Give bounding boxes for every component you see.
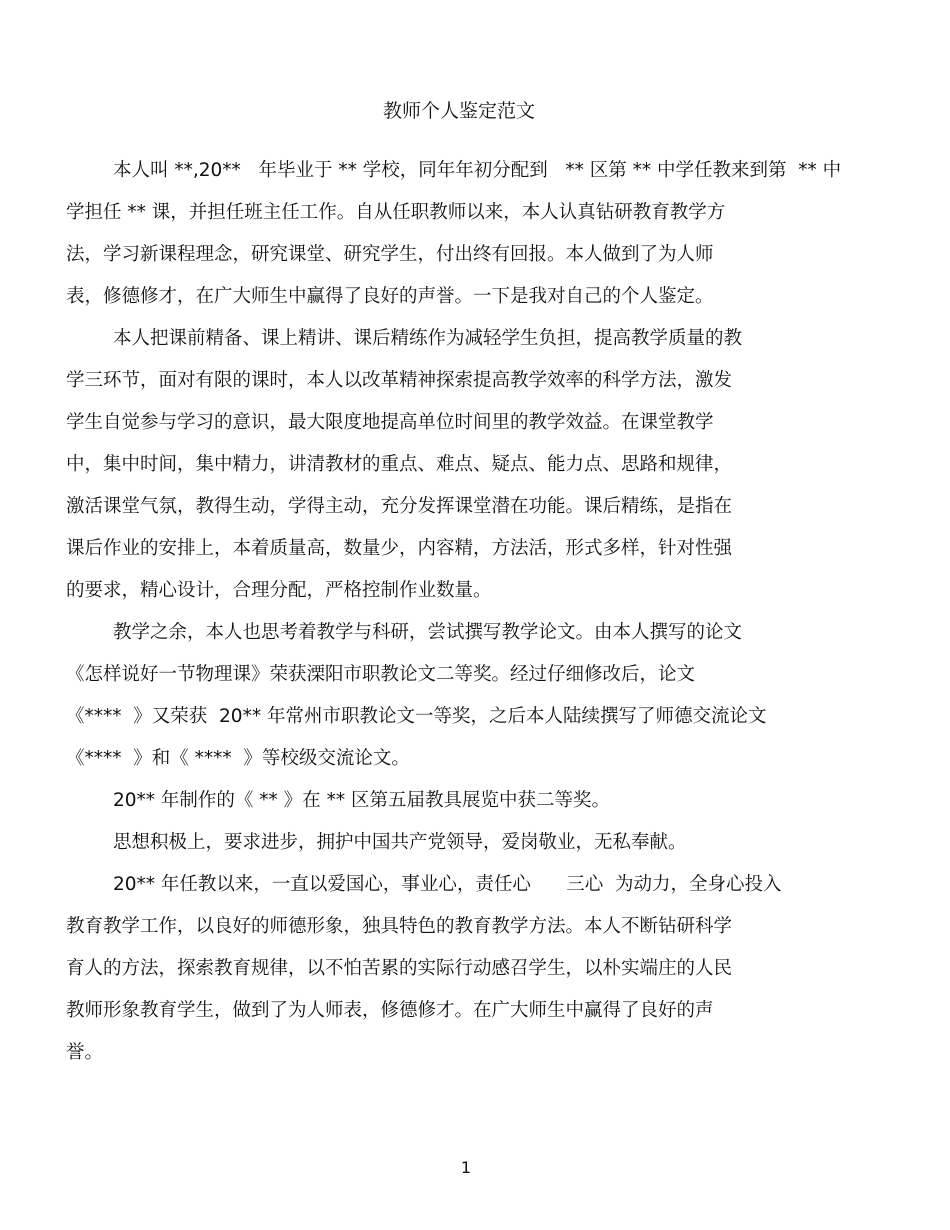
document-title: 教师个人鉴定范文 <box>382 100 535 122</box>
paragraph-line: 20** 年任教以来，一直以爱国心，事业心，责任心 三心 为动力，全身心投入 <box>113 874 782 895</box>
paragraph-line: 学生自觉参与学习的意识，最大限度地提高单位时间里的教学效益。在课堂教学 <box>66 412 714 433</box>
paragraph-line: 表，修德修才，在广大师生中赢得了良好的声誉。一下是我对自己的个人鉴定。 <box>66 286 714 307</box>
paragraph-line: 学担任 ** 课，并担任班主任工作。自从任职教师以来，本人认真钻研教育教学方 <box>66 202 726 223</box>
paragraph-line: 教学之余，本人也思考着教学与科研，尝试撰写教学论文。由本人撰写的论文 <box>113 622 743 643</box>
paragraph-line: 本人叫 **,20** 年毕业于 ** 学校，同年年初分配到 ** 区第 ** 中学任教来到第 ** 中 <box>113 160 842 181</box>
paragraph-line: 思想积极上，要求进步，拥护中国共产党领导，爱岗敬业，无私奉献。 <box>113 832 687 853</box>
page-number: 1 <box>460 1158 472 1177</box>
paragraph-line: 教育教学工作，以良好的师德形象，独具特色的教育教学方法。本人不断钻研科学 <box>66 916 733 937</box>
paragraph-line: 的要求，精心设计，合理分配，严格控制作业数量。 <box>66 580 492 601</box>
paragraph-line: 教师形象教育学生，做到了为人师表，修德修才。在广大师生中赢得了良好的声 <box>66 1000 714 1021</box>
paragraph-line: 《**** 》和《 **** 》等校级交流论文。 <box>66 748 410 769</box>
paragraph-line: 学三环节，面对有限的课时，本人以改革精神探索提高教学效率的科学方法，激发 <box>66 370 733 391</box>
paragraph-line: 《**** 》又荣获 20** 年常州市职教论文一等奖，之后本人陆续撰写了师德交流论文 <box>66 706 767 727</box>
paragraph-line: 育人的方法，探索教育规律，以不怕苦累的实际行动感召学生，以朴实端庄的人民 <box>66 958 733 979</box>
paragraph-line: 20** 年制作的《 ** 》在 ** 区第五届教具展览中获二等奖。 <box>113 790 610 811</box>
paragraph-line: 本人把课前精备、课上精讲、课后精练作为减轻学生负担，提高教学质量的教 <box>113 328 743 349</box>
paragraph-line: 课后作业的安排上，本着质量高，数量少，内容精，方法活，形式多样，针对性强 <box>66 538 733 559</box>
paragraph-line: 中，集中时间，集中精力，讲清教材的重点、难点、疑点、能力点、思路和规律， <box>66 454 733 475</box>
paragraph-line: 激活课堂气氛，教得生动，学得主动，充分发挥课堂潜在功能。课后精练，是指在 <box>66 496 733 517</box>
paragraph-line: 《怎样说好一节物理课》荣获溧阳市职教论文二等奖。经过仔细修改后，论文 <box>66 664 696 685</box>
paragraph-line: 法，学习新课程理念，研究课堂、研究学生，付出终有回报。本人做到了为人师 <box>66 244 714 265</box>
paragraph-line: 誉。 <box>66 1042 104 1063</box>
